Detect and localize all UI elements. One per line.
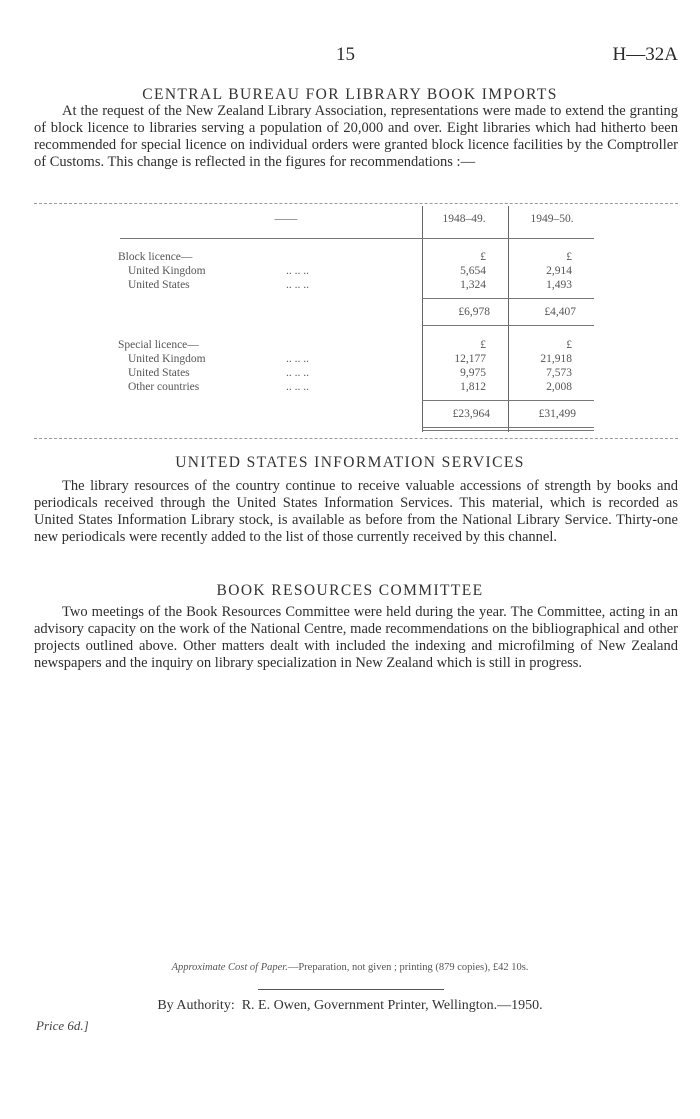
dot-leaders: .. .. .. xyxy=(286,265,309,277)
dot-leaders: .. .. .. xyxy=(286,381,309,393)
column-header-1948-49: 1948–49. xyxy=(442,213,486,225)
paragraph-central-bureau: At the request of the New Zealand Library Association, representations were made to extend the granting of block licence to libraries serving a population of 20,000 and over. Eight libraries which had hitherto been recommended for special licence on individual orders were granted block licence facilities by the Comptroller of Customs. This change is reflected in the figures for recommendations :— xyxy=(34,103,678,170)
group-label-block-licence: Block licence— xyxy=(118,251,193,263)
value-cell: 1,493 xyxy=(546,279,572,291)
table-top-rule xyxy=(34,203,678,204)
price-note: Price 6d.] xyxy=(36,1018,89,1033)
value-cell: 21,918 xyxy=(540,353,572,365)
subtotal-rule xyxy=(422,400,594,401)
authority-prefix: By Authority: xyxy=(157,998,235,1013)
section-title-central-bureau: CENTRAL BUREAU FOR LIBRARY BOOK IMPORTS xyxy=(142,86,558,103)
authority-text: R. E. Owen, Government Printer, Wellington.—1950. xyxy=(241,998,543,1013)
table-bottom-rule xyxy=(34,438,678,439)
group-label-special-licence: Special licence— xyxy=(118,339,199,351)
footer-authority xyxy=(0,998,700,1014)
value-cell: 9,975 xyxy=(460,367,486,379)
currency-symbol: £ xyxy=(480,339,486,351)
total-double-rule xyxy=(422,430,594,431)
value-cell: 1,812 xyxy=(460,381,486,393)
total-rule xyxy=(422,427,594,428)
total-rule xyxy=(422,325,594,326)
row-label: United States xyxy=(128,279,190,291)
currency-symbol: £ xyxy=(566,339,572,351)
value-cell: 2,914 xyxy=(546,265,572,277)
column-divider-left xyxy=(422,206,423,432)
total-cell: £23,964 xyxy=(452,408,490,420)
page-number: 15 xyxy=(336,44,355,65)
value-cell: 5,654 xyxy=(460,265,486,277)
paragraph-us-information: The library resources of the country continue to receive valuable accessions of strength by books and periodicals received through the United States Information Services. This material, which is recorded as United States Information Library stock, is available as before from the National Library Service. Thirty-one new periodicals were recently added to the list of those currently received by this channel. xyxy=(34,478,678,545)
footer-cost-note xyxy=(0,962,700,973)
section-title-book-resources: BOOK RESOURCES COMMITTEE xyxy=(216,582,484,599)
row-label: United States xyxy=(128,367,190,379)
footer-rule xyxy=(258,989,444,990)
footer-cost-text: —Preparation, not given ; printing (879 copies), £42 10s. xyxy=(287,962,529,973)
paragraph-book-resources: Two meetings of the Book Resources Committee were held during the year. The Committee, acting in an advisory capacity on the work of the National Centre, made recommendations on the bibliographical and other projects outlined above. Other matters dealt with included the indexing and microfilming of New Zealand newspapers and the inquiry on library specialization in New Zealand which is still in progress. xyxy=(34,604,678,671)
row-label: United Kingdom xyxy=(128,265,206,277)
dot-leaders: .. .. .. xyxy=(286,353,309,365)
value-cell: 12,177 xyxy=(454,353,486,365)
total-cell: £6,978 xyxy=(458,306,490,318)
column-header-1949-50: 1949–50. xyxy=(530,213,574,225)
total-cell: £31,499 xyxy=(538,408,576,420)
section-title-us-information: UNITED STATES INFORMATION SERVICES xyxy=(175,454,525,471)
column-divider-middle xyxy=(508,206,509,432)
currency-symbol: £ xyxy=(566,251,572,263)
dot-leaders: .. .. .. xyxy=(286,279,309,291)
table-header-dash: —— xyxy=(274,213,298,225)
value-cell: 7,573 xyxy=(546,367,572,379)
header-underline xyxy=(120,238,594,239)
subtotal-rule xyxy=(422,298,594,299)
row-label: United Kingdom xyxy=(128,353,206,365)
page-header xyxy=(0,44,700,68)
footer-cost-label: Approximate Cost of Paper. xyxy=(171,962,288,973)
dot-leaders: .. .. .. xyxy=(286,367,309,379)
value-cell: 1,324 xyxy=(460,279,486,291)
document-code: H—32A xyxy=(612,44,678,65)
row-label: Other countries xyxy=(128,381,200,393)
total-cell: £4,407 xyxy=(544,306,576,318)
currency-symbol: £ xyxy=(480,251,486,263)
value-cell: 2,008 xyxy=(546,381,572,393)
